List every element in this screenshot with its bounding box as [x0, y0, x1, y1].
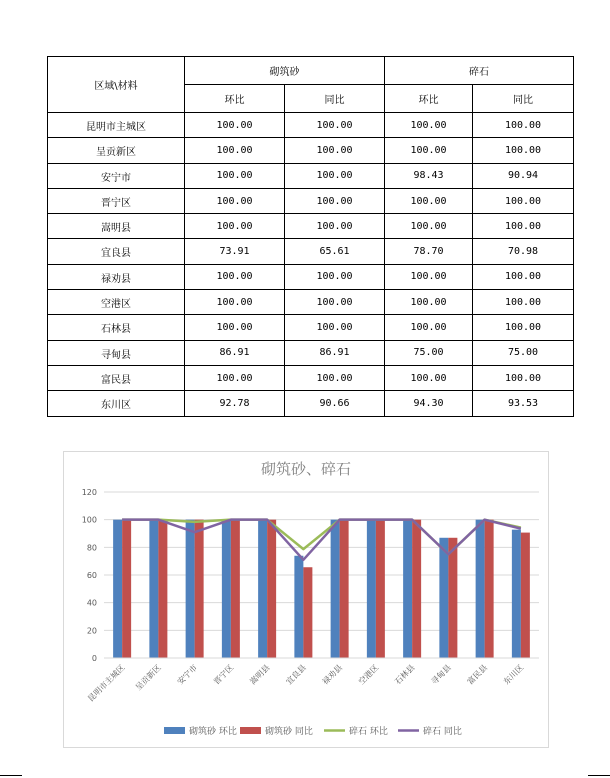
bar [367, 520, 376, 658]
subheader-mom: 环比 [185, 85, 285, 113]
value-cell: 100.00 [473, 290, 574, 315]
value-cell: 100.00 [473, 214, 574, 239]
bar [222, 520, 231, 658]
value-cell: 100.00 [185, 365, 285, 390]
bar [331, 520, 340, 658]
value-cell: 75.00 [385, 340, 473, 365]
value-cell: 100.00 [185, 138, 285, 163]
bar [113, 520, 122, 658]
value-cell: 100.00 [285, 138, 385, 163]
region-cell: 东川区 [48, 391, 185, 416]
y-tick-label: 80 [86, 543, 97, 553]
value-cell: 86.91 [185, 340, 285, 365]
value-cell: 100.00 [385, 264, 473, 289]
bar [521, 533, 530, 658]
value-cell: 100.00 [285, 365, 385, 390]
value-cell: 100.00 [185, 163, 285, 188]
x-tick-label: 石林县 [393, 663, 417, 687]
value-cell: 100.00 [473, 264, 574, 289]
value-cell: 100.00 [473, 315, 574, 340]
bar [403, 520, 412, 658]
table-row [48, 138, 574, 163]
y-tick-label: 120 [81, 488, 97, 497]
bar [294, 556, 303, 658]
x-tick-label: 富民县 [465, 663, 490, 687]
value-cell: 100.00 [385, 113, 473, 138]
bar [439, 538, 448, 658]
price-index-table [47, 56, 574, 417]
value-cell: 90.66 [285, 391, 385, 416]
value-cell: 100.00 [473, 188, 574, 213]
series-line [122, 520, 521, 560]
legend-swatch [164, 727, 185, 734]
chart-container [63, 451, 549, 748]
legend-label: 砌筑砂 同比 [265, 727, 313, 737]
value-cell: 100.00 [473, 138, 574, 163]
table-row [48, 365, 574, 390]
subheader-yoy: 同比 [473, 85, 574, 113]
bar [512, 530, 521, 658]
table-row [48, 340, 574, 365]
bar [267, 520, 276, 658]
value-cell: 100.00 [385, 365, 473, 390]
value-cell: 100.00 [385, 315, 473, 340]
legend-label: 碎石 同比 [423, 727, 462, 737]
page-corner-mark-right [588, 775, 610, 776]
legend-label: 碎石 环比 [349, 727, 388, 737]
value-cell: 100.00 [285, 113, 385, 138]
value-cell: 93.53 [473, 391, 574, 416]
x-tick-label: 禄劝县 [320, 663, 345, 687]
bar [476, 520, 485, 658]
value-cell: 100.00 [285, 290, 385, 315]
table-row [48, 315, 574, 340]
region-cell: 空港区 [48, 290, 185, 315]
region-cell: 寻甸县 [48, 340, 185, 365]
x-tick-label: 寻甸县 [429, 663, 453, 687]
y-tick-label: 20 [86, 626, 97, 636]
bar [149, 520, 158, 658]
x-tick-label: 呈贡新区 [133, 663, 163, 693]
region-cell: 禄劝县 [48, 264, 185, 289]
table-row [48, 188, 574, 213]
page-corner-mark-left [0, 775, 22, 776]
x-tick-label: 嵩明县 [248, 663, 272, 687]
value-cell: 100.00 [385, 138, 473, 163]
bar [195, 520, 204, 658]
x-tick-label: 安宁市 [175, 663, 200, 687]
x-tick-label: 宜良县 [284, 663, 308, 687]
value-cell: 70.98 [473, 239, 574, 264]
bar [448, 538, 457, 658]
value-cell: 92.78 [185, 391, 285, 416]
region-cell: 昆明市主城区 [48, 113, 185, 138]
value-cell: 100.00 [185, 214, 285, 239]
bar [485, 520, 494, 658]
region-cell: 石林县 [48, 315, 185, 340]
value-cell: 100.00 [473, 113, 574, 138]
x-tick-label: 晋宁区 [211, 663, 236, 687]
bar [258, 520, 267, 658]
y-tick-label: 40 [86, 598, 97, 608]
y-tick-label: 0 [91, 654, 97, 663]
value-cell: 90.94 [473, 163, 574, 188]
bar [231, 520, 240, 658]
value-cell: 100.00 [185, 290, 285, 315]
bar [340, 520, 349, 658]
region-cell: 呈贡新区 [48, 138, 185, 163]
value-cell: 100.00 [185, 113, 285, 138]
chart-title: 砌筑砂、碎石 [260, 460, 352, 478]
value-cell: 100.00 [285, 214, 385, 239]
value-cell: 100.00 [473, 365, 574, 390]
bar [303, 567, 312, 658]
value-cell: 98.43 [385, 163, 473, 188]
table-row [48, 391, 574, 416]
bar [186, 520, 195, 658]
y-tick-label: 60 [86, 571, 97, 580]
value-cell: 100.00 [185, 188, 285, 213]
series-line [122, 520, 521, 555]
table-row [48, 214, 574, 239]
group-header-gravel: 碎石 [385, 57, 574, 85]
value-cell: 75.00 [473, 340, 574, 365]
value-cell: 94.30 [385, 391, 473, 416]
value-cell: 73.91 [185, 239, 285, 264]
value-cell: 100.00 [285, 264, 385, 289]
value-cell: 100.00 [285, 315, 385, 340]
bar [158, 520, 167, 658]
legend-label: 砌筑砂 环比 [189, 727, 237, 737]
y-tick-label: 100 [81, 515, 97, 525]
x-tick-label: 东川区 [501, 663, 526, 687]
region-cell: 宜良县 [48, 239, 185, 264]
value-cell: 100.00 [185, 315, 285, 340]
table-row [48, 113, 574, 138]
x-tick-label: 空港区 [356, 663, 381, 687]
table-row [48, 290, 574, 315]
table-row [48, 239, 574, 264]
value-cell: 78.70 [385, 239, 473, 264]
x-tick-label: 昆明市主城区 [86, 663, 127, 704]
value-cell: 86.91 [285, 340, 385, 365]
group-header-mortar-sand: 砌筑砂 [185, 57, 385, 85]
combo-chart [64, 452, 548, 747]
region-cell: 安宁市 [48, 163, 185, 188]
value-cell: 100.00 [385, 290, 473, 315]
value-cell: 100.00 [185, 264, 285, 289]
value-cell: 100.00 [385, 214, 473, 239]
region-cell: 晋宁区 [48, 188, 185, 213]
subheader-yoy: 同比 [285, 85, 385, 113]
bar [412, 520, 421, 658]
region-cell: 嵩明县 [48, 214, 185, 239]
region-cell: 富民县 [48, 365, 185, 390]
value-cell: 65.61 [285, 239, 385, 264]
table-row [48, 264, 574, 289]
value-cell: 100.00 [285, 188, 385, 213]
value-cell: 100.00 [385, 188, 473, 213]
legend-swatch [240, 727, 261, 734]
table-row [48, 163, 574, 188]
subheader-mom: 环比 [385, 85, 473, 113]
bar [122, 520, 131, 658]
bar [376, 520, 385, 658]
corner-header: 区域\材料 [48, 57, 185, 113]
value-cell: 100.00 [285, 163, 385, 188]
